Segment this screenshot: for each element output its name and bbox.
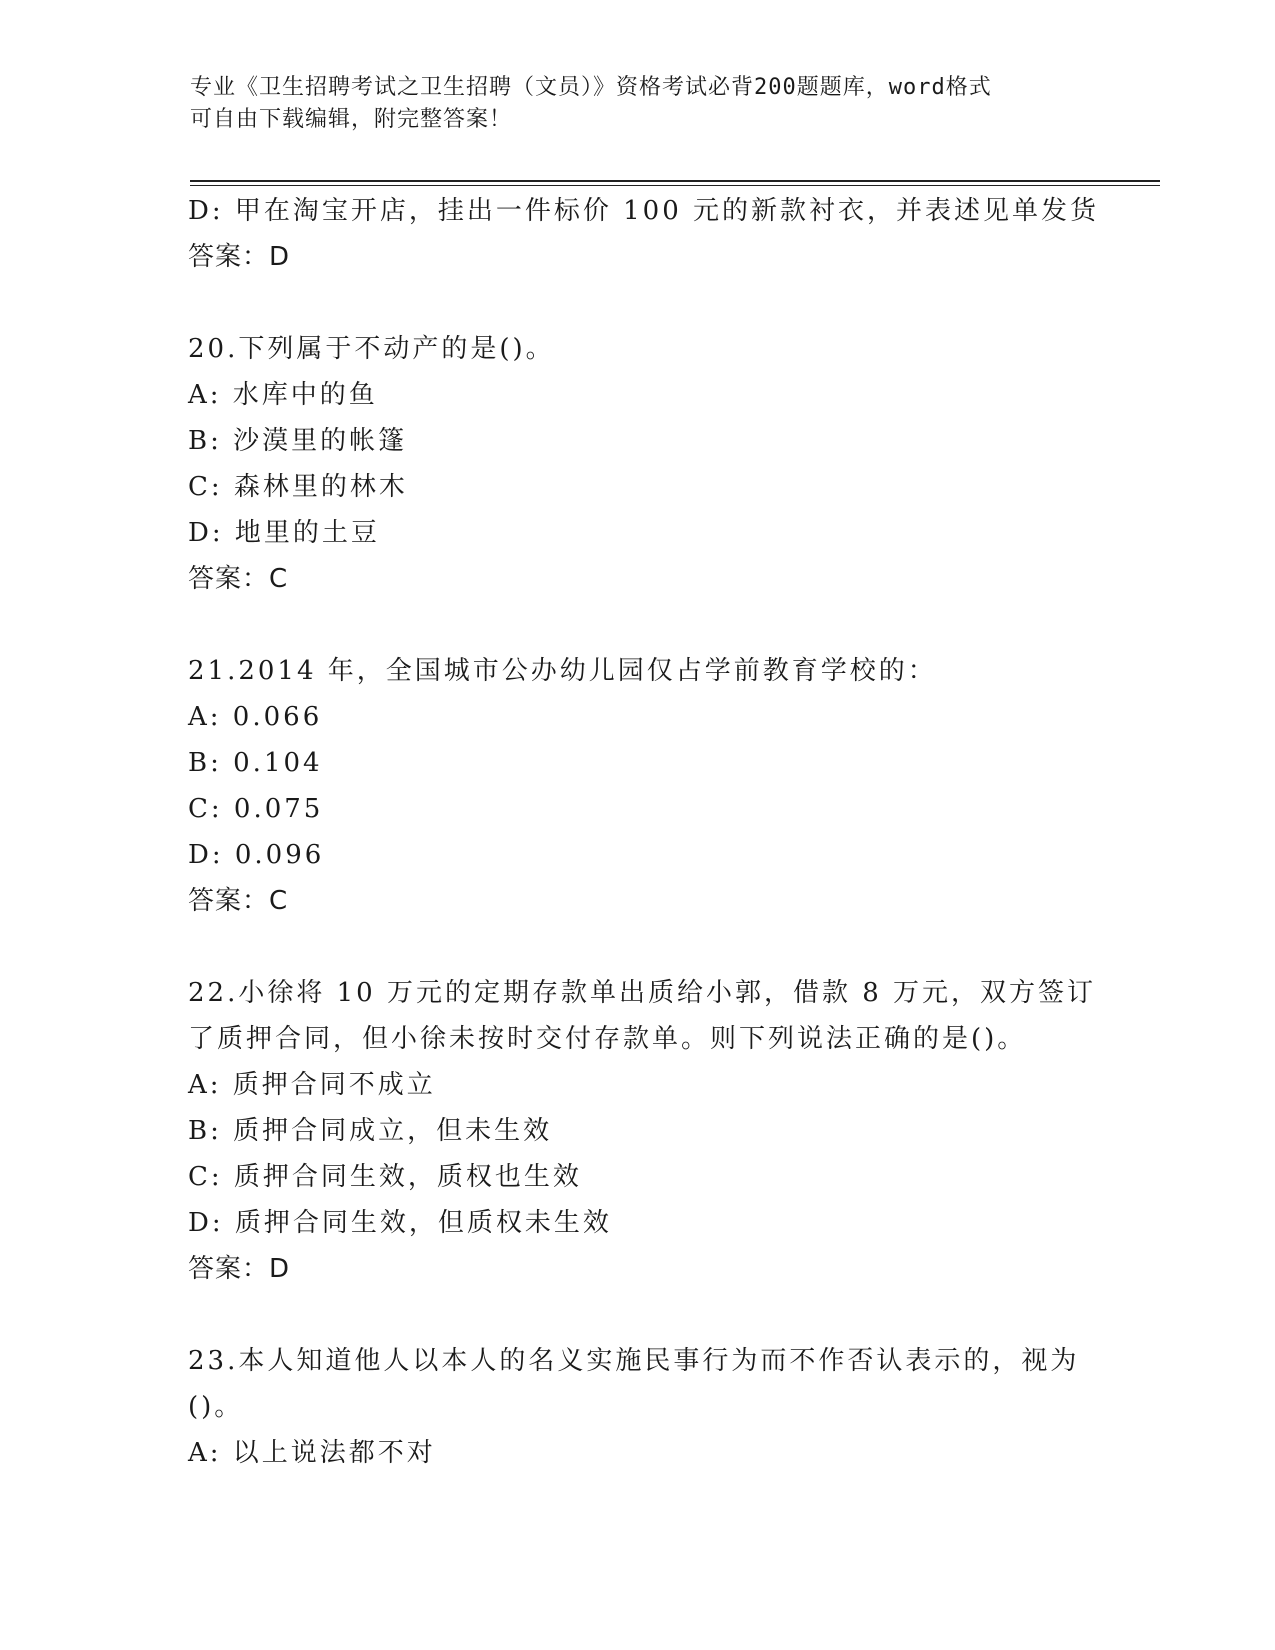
question-21 xyxy=(188,648,1148,924)
question-stem-line-2: ()。 xyxy=(188,1392,244,1422)
header-line-1: 专业《卫生招聘考试之卫生招聘（文员）》资格考试必背200题题库，word格式 xyxy=(190,75,992,100)
option-a: A: 0.066 xyxy=(188,702,323,732)
option-b: B: 沙漠里的帐篷 xyxy=(188,426,408,456)
option-a: A: 质押合同不成立 xyxy=(188,1070,436,1100)
question-stem: 21.2014 年，全国城市公办幼儿园仅占学前教育学校的： xyxy=(188,656,937,686)
option-d: D: 0.096 xyxy=(188,840,325,870)
answer: 答案：D xyxy=(188,1254,291,1284)
option-d: D: 地里的土豆 xyxy=(188,518,380,548)
answer: 答案：C xyxy=(188,564,289,594)
option-d: D: 质押合同生效，但质权未生效 xyxy=(188,1208,612,1238)
question-list xyxy=(188,188,1148,1476)
question-stem-line-2: 了质押合同，但小徐未按时交付存款单。则下列说法正确的是()。 xyxy=(188,1024,1027,1054)
option-c: C: 森林里的林木 xyxy=(188,472,408,502)
question-20 xyxy=(188,326,1148,602)
question-stem: 20.下列属于不动产的是()。 xyxy=(188,334,555,364)
option-a: A: 以上说法都不对 xyxy=(188,1438,436,1468)
question-stem-line-1: 22.小徐将 10 万元的定期存款单出质给小郭，借款 8 万元，双方签订 xyxy=(188,978,1097,1008)
question-23 xyxy=(188,1338,1148,1476)
header-rule-thin xyxy=(190,185,1160,186)
header-rule-thick xyxy=(190,180,1160,182)
header-line-2: 可自由下载编辑，附完整答案！ xyxy=(190,107,513,132)
option-b: B: 质押合同成立，但未生效 xyxy=(188,1116,553,1146)
answer: 答案：C xyxy=(188,886,289,916)
option-b: B: 0.104 xyxy=(188,748,323,778)
option-c: C: 质押合同生效，质权也生效 xyxy=(188,1162,582,1192)
option-a: A: 水库中的鱼 xyxy=(188,380,378,410)
option-d: D: 甲在淘宝开店，挂出一件标价 100 元的新款衬衣，并表述见单发货 xyxy=(188,196,1100,226)
document-header xyxy=(190,72,1070,136)
question-stem-line-1: 23.本人知道他人以本人的名义实施民事行为而不作否认表示的，视为 xyxy=(188,1346,1080,1376)
option-c: C: 0.075 xyxy=(188,794,324,824)
question-19-fragment xyxy=(188,188,1148,280)
answer: 答案：D xyxy=(188,242,291,272)
question-22 xyxy=(188,970,1148,1292)
